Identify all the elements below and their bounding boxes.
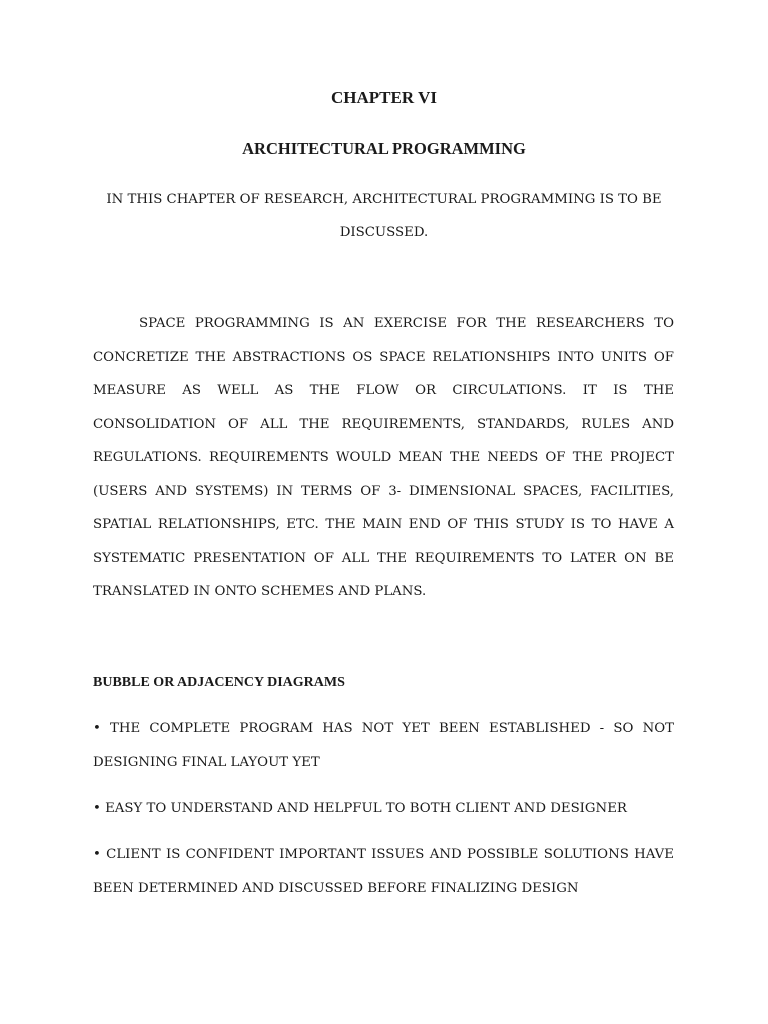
chapter-label: CHAPTER VI <box>331 88 437 107</box>
bullet-item: • THE COMPLETE PROGRAM HAS NOT YET BEEN ESTABLISHED - SO NOT DESIGNING FINAL LAYOUT YET <box>93 721 674 770</box>
section-heading: BUBBLE OR ADJACENCY DIAGRAMS <box>93 675 345 690</box>
bullet-item: • CLIENT IS CONFIDENT IMPORTANT ISSUES AND POSSIBLE SOLUTIONS HAVE BEEN DETERMINED AND DISCUSSED BEFORE FINALIZING DESIGN <box>93 847 674 896</box>
bullet-item: • EASY TO UNDERSTAND AND HELPFUL TO BOTH CLIENT AND DESIGNER <box>93 801 627 816</box>
body-paragraph: SPACE PROGRAMMING IS AN EXERCISE FOR THE RESEARCHERS TO CONCRETIZE THE ABSTRACTIONS OS SPACE RELATIONSHIPS INTO UNITS OF MEASURE AS WELL AS THE FLOW OR CIRCULATIONS. IT IS THE CONSOLIDATION OF ALL THE REQUIREMENTS, STANDARDS, RULES AND REGULATIONS. REQUIREMENTS WOULD MEAN THE NEEDS OF THE PROJECT (USERS AND SYSTEMS) IN TERMS OF 3- DIMENSIONAL SPACES, FACILITIES, SPATIAL RELATIONSHIPS, ETC. THE MAIN END OF THIS STUDY IS TO HAVE A SYSTEMATIC PRESENTATION OF ALL THE REQUIREMENTS TO LATER ON BE TRANSLATED IN ONTO SCHEMES AND PLANS. <box>93 316 674 599</box>
intro-text: IN THIS CHAPTER OF RESEARCH, ARCHITECTURAL PROGRAMMING IS TO BE DISCUSSED. <box>106 192 662 240</box>
chapter-title: ARCHITECTURAL PROGRAMMING <box>242 139 526 158</box>
